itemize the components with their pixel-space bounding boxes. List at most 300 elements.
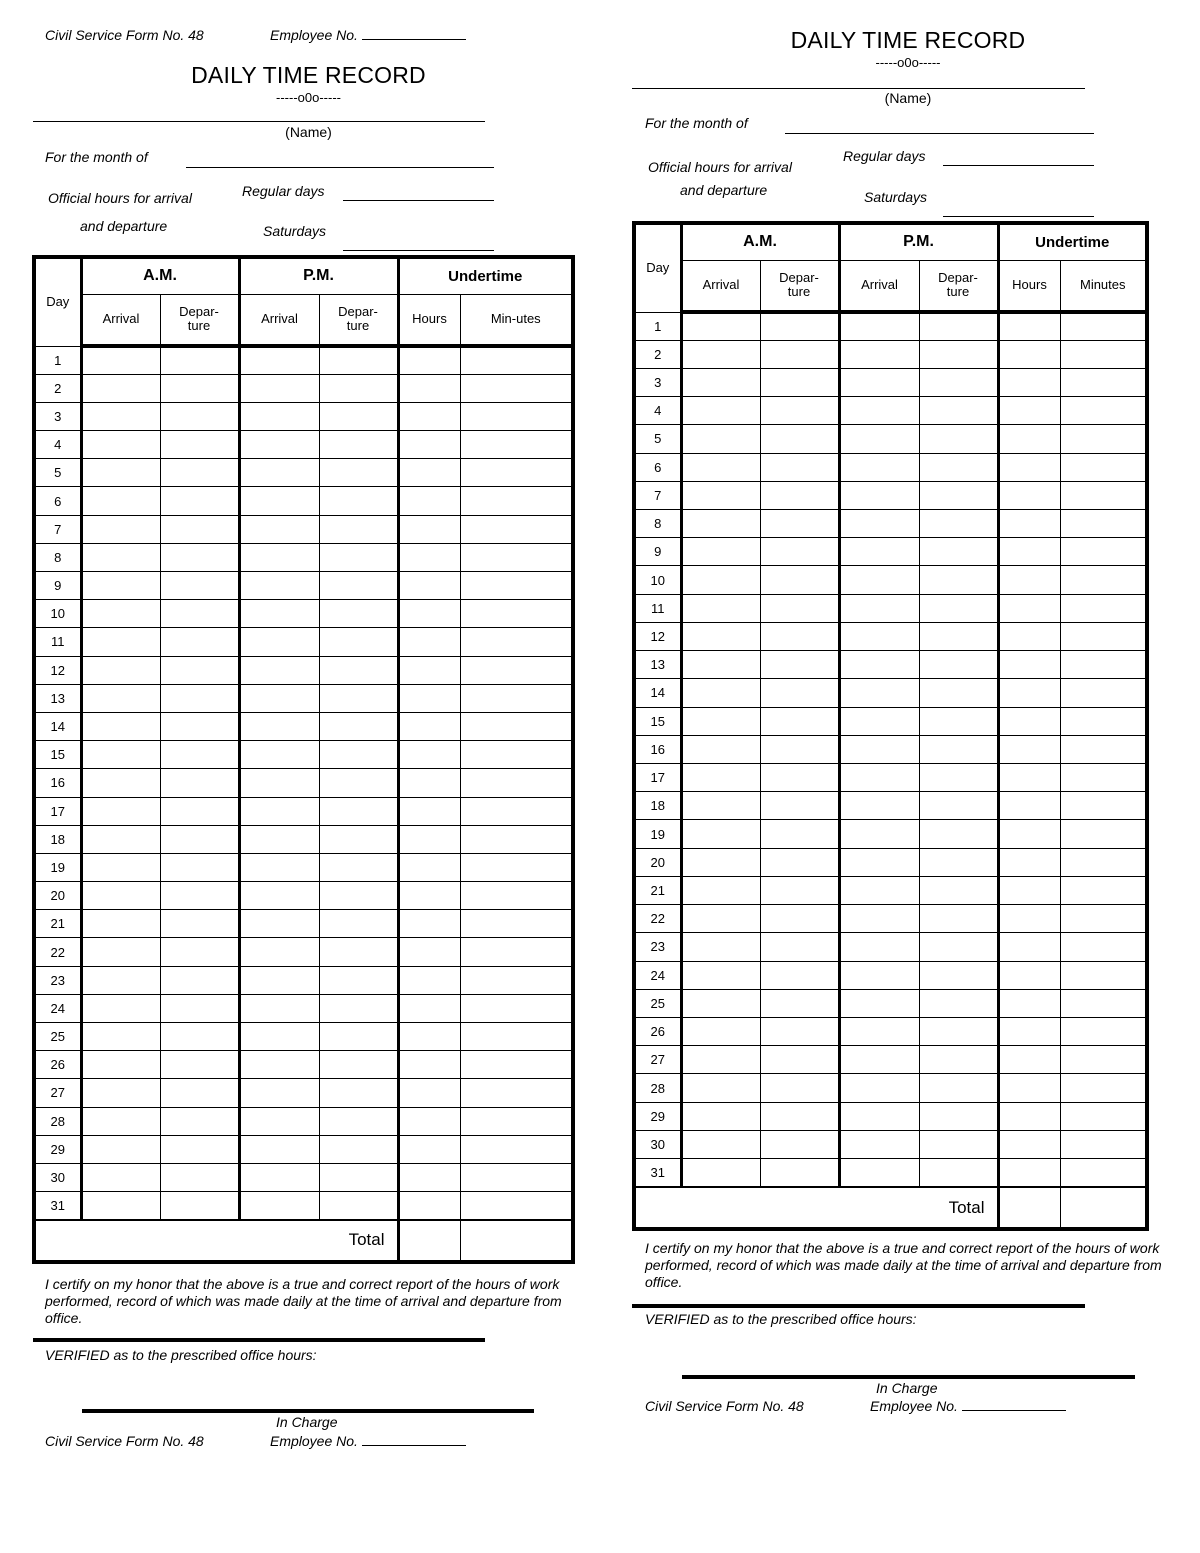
undertime-minutes-cell[interactable]: [1060, 510, 1147, 538]
am-arrival-cell[interactable]: [81, 797, 160, 825]
undertime-hours-cell[interactable]: [998, 707, 1060, 735]
am-arrival-cell[interactable]: [81, 910, 160, 938]
pm-departure-cell[interactable]: [919, 792, 998, 820]
undertime-minutes-cell[interactable]: [460, 402, 573, 430]
undertime-hours-cell[interactable]: [998, 397, 1060, 425]
pm-arrival-cell[interactable]: [239, 1163, 319, 1191]
am-departure-cell[interactable]: [760, 1130, 839, 1158]
undertime-hours-cell[interactable]: [998, 905, 1060, 933]
undertime-hours-cell[interactable]: [998, 312, 1060, 340]
undertime-minutes-cell[interactable]: [460, 853, 573, 881]
am-departure-cell[interactable]: [760, 1159, 839, 1187]
undertime-hours-cell[interactable]: [998, 1074, 1060, 1102]
pm-arrival-cell[interactable]: [839, 820, 919, 848]
am-departure-cell[interactable]: [160, 882, 239, 910]
pm-arrival-cell[interactable]: [839, 707, 919, 735]
am-arrival-cell[interactable]: [81, 1163, 160, 1191]
undertime-minutes-cell[interactable]: [1060, 707, 1147, 735]
am-departure-cell[interactable]: [160, 712, 239, 740]
undertime-hours-cell[interactable]: [998, 594, 1060, 622]
undertime-hours-cell[interactable]: [398, 712, 460, 740]
undertime-minutes-cell[interactable]: [460, 769, 573, 797]
pm-departure-cell[interactable]: [319, 994, 398, 1022]
undertime-hours-cell[interactable]: [998, 735, 1060, 763]
am-departure-cell[interactable]: [160, 600, 239, 628]
pm-arrival-cell[interactable]: [839, 848, 919, 876]
am-departure-cell[interactable]: [160, 431, 239, 459]
undertime-hours-cell[interactable]: [398, 1135, 460, 1163]
pm-departure-cell[interactable]: [919, 848, 998, 876]
am-arrival-cell[interactable]: [81, 966, 160, 994]
am-departure-cell[interactable]: [760, 820, 839, 848]
pm-departure-cell[interactable]: [319, 459, 398, 487]
pm-departure-cell[interactable]: [919, 425, 998, 453]
am-departure-cell[interactable]: [160, 853, 239, 881]
total-minutes-cell[interactable]: [460, 1220, 573, 1262]
am-arrival-cell[interactable]: [681, 340, 760, 368]
am-departure-cell[interactable]: [160, 1051, 239, 1079]
am-departure-cell[interactable]: [760, 368, 839, 396]
am-arrival-cell[interactable]: [81, 402, 160, 430]
am-arrival-cell[interactable]: [81, 656, 160, 684]
undertime-hours-cell[interactable]: [998, 510, 1060, 538]
pm-arrival-cell[interactable]: [239, 882, 319, 910]
undertime-hours-cell[interactable]: [398, 825, 460, 853]
am-arrival-cell[interactable]: [681, 510, 760, 538]
total-hours-cell[interactable]: [398, 1220, 460, 1262]
name-field[interactable]: [632, 88, 1085, 89]
undertime-hours-cell[interactable]: [398, 684, 460, 712]
undertime-minutes-cell[interactable]: [1060, 820, 1147, 848]
undertime-hours-cell[interactable]: [998, 876, 1060, 904]
pm-departure-cell[interactable]: [319, 1163, 398, 1191]
pm-departure-cell[interactable]: [919, 735, 998, 763]
undertime-hours-cell[interactable]: [998, 1017, 1060, 1045]
am-arrival-cell[interactable]: [81, 825, 160, 853]
am-arrival-cell[interactable]: [681, 368, 760, 396]
pm-departure-cell[interactable]: [919, 989, 998, 1017]
undertime-minutes-cell[interactable]: [460, 741, 573, 769]
am-departure-cell[interactable]: [760, 651, 839, 679]
pm-arrival-cell[interactable]: [239, 600, 319, 628]
am-arrival-cell[interactable]: [681, 1017, 760, 1045]
am-departure-cell[interactable]: [160, 938, 239, 966]
undertime-hours-cell[interactable]: [998, 453, 1060, 481]
pm-arrival-cell[interactable]: [839, 905, 919, 933]
am-departure-cell[interactable]: [760, 735, 839, 763]
pm-departure-cell[interactable]: [319, 1107, 398, 1135]
pm-arrival-cell[interactable]: [239, 825, 319, 853]
pm-arrival-cell[interactable]: [239, 853, 319, 881]
am-arrival-cell[interactable]: [81, 684, 160, 712]
am-arrival-cell[interactable]: [681, 1102, 760, 1130]
am-departure-cell[interactable]: [160, 656, 239, 684]
pm-departure-cell[interactable]: [919, 679, 998, 707]
pm-arrival-cell[interactable]: [839, 735, 919, 763]
pm-arrival-cell[interactable]: [239, 572, 319, 600]
am-departure-cell[interactable]: [760, 1074, 839, 1102]
pm-departure-cell[interactable]: [319, 656, 398, 684]
pm-arrival-cell[interactable]: [839, 453, 919, 481]
undertime-minutes-cell[interactable]: [1060, 905, 1147, 933]
undertime-minutes-cell[interactable]: [1060, 566, 1147, 594]
am-arrival-cell[interactable]: [681, 538, 760, 566]
pm-arrival-cell[interactable]: [239, 1192, 319, 1220]
undertime-hours-cell[interactable]: [998, 538, 1060, 566]
am-departure-cell[interactable]: [760, 425, 839, 453]
am-departure-cell[interactable]: [160, 459, 239, 487]
am-departure-cell[interactable]: [160, 487, 239, 515]
undertime-minutes-cell[interactable]: [1060, 848, 1147, 876]
pm-departure-cell[interactable]: [319, 825, 398, 853]
pm-departure-cell[interactable]: [919, 397, 998, 425]
total-minutes-cell[interactable]: [1060, 1187, 1147, 1229]
am-departure-cell[interactable]: [160, 515, 239, 543]
am-arrival-cell[interactable]: [81, 1107, 160, 1135]
pm-arrival-cell[interactable]: [239, 515, 319, 543]
pm-arrival-cell[interactable]: [239, 797, 319, 825]
pm-departure-cell[interactable]: [919, 1017, 998, 1045]
am-arrival-cell[interactable]: [81, 1079, 160, 1107]
undertime-minutes-cell[interactable]: [1060, 1046, 1147, 1074]
pm-arrival-cell[interactable]: [839, 933, 919, 961]
pm-departure-cell[interactable]: [319, 1051, 398, 1079]
pm-departure-cell[interactable]: [319, 882, 398, 910]
undertime-hours-cell[interactable]: [398, 515, 460, 543]
am-departure-cell[interactable]: [160, 797, 239, 825]
undertime-hours-cell[interactable]: [398, 543, 460, 571]
am-arrival-cell[interactable]: [681, 312, 760, 340]
undertime-hours-cell[interactable]: [998, 989, 1060, 1017]
am-arrival-cell[interactable]: [81, 1051, 160, 1079]
pm-departure-cell[interactable]: [319, 769, 398, 797]
undertime-hours-cell[interactable]: [398, 487, 460, 515]
undertime-hours-cell[interactable]: [998, 1046, 1060, 1074]
am-arrival-cell[interactable]: [81, 572, 160, 600]
am-departure-cell[interactable]: [760, 707, 839, 735]
am-departure-cell[interactable]: [160, 374, 239, 402]
name-field[interactable]: [33, 121, 485, 122]
am-arrival-cell[interactable]: [81, 543, 160, 571]
undertime-minutes-cell[interactable]: [460, 1135, 573, 1163]
pm-arrival-cell[interactable]: [839, 397, 919, 425]
pm-arrival-cell[interactable]: [839, 566, 919, 594]
pm-departure-cell[interactable]: [319, 797, 398, 825]
undertime-minutes-cell[interactable]: [1060, 792, 1147, 820]
undertime-minutes-cell[interactable]: [460, 825, 573, 853]
am-arrival-cell[interactable]: [81, 487, 160, 515]
undertime-minutes-cell[interactable]: [1060, 1102, 1147, 1130]
pm-arrival-cell[interactable]: [239, 769, 319, 797]
am-departure-cell[interactable]: [160, 1135, 239, 1163]
pm-departure-cell[interactable]: [919, 933, 998, 961]
pm-arrival-cell[interactable]: [239, 346, 319, 374]
undertime-hours-cell[interactable]: [998, 651, 1060, 679]
undertime-hours-cell[interactable]: [398, 797, 460, 825]
undertime-minutes-cell[interactable]: [460, 487, 573, 515]
undertime-minutes-cell[interactable]: [1060, 312, 1147, 340]
pm-arrival-cell[interactable]: [839, 876, 919, 904]
am-departure-cell[interactable]: [160, 572, 239, 600]
am-arrival-cell[interactable]: [681, 566, 760, 594]
undertime-minutes-cell[interactable]: [460, 1051, 573, 1079]
am-arrival-cell[interactable]: [81, 741, 160, 769]
undertime-minutes-cell[interactable]: [1060, 1074, 1147, 1102]
am-arrival-cell[interactable]: [681, 397, 760, 425]
am-arrival-cell[interactable]: [681, 989, 760, 1017]
am-departure-cell[interactable]: [760, 510, 839, 538]
undertime-minutes-cell[interactable]: [1060, 1159, 1147, 1187]
pm-arrival-cell[interactable]: [839, 1130, 919, 1158]
undertime-hours-cell[interactable]: [398, 572, 460, 600]
pm-departure-cell[interactable]: [919, 1159, 998, 1187]
am-departure-cell[interactable]: [160, 1192, 239, 1220]
pm-departure-cell[interactable]: [319, 402, 398, 430]
undertime-hours-cell[interactable]: [398, 994, 460, 1022]
am-departure-cell[interactable]: [760, 764, 839, 792]
undertime-hours-cell[interactable]: [398, 1051, 460, 1079]
pm-departure-cell[interactable]: [319, 1135, 398, 1163]
pm-departure-cell[interactable]: [319, 966, 398, 994]
am-arrival-cell[interactable]: [81, 628, 160, 656]
undertime-hours-cell[interactable]: [398, 656, 460, 684]
pm-departure-cell[interactable]: [319, 487, 398, 515]
undertime-minutes-cell[interactable]: [1060, 340, 1147, 368]
am-arrival-cell[interactable]: [681, 848, 760, 876]
pm-departure-cell[interactable]: [919, 707, 998, 735]
am-arrival-cell[interactable]: [681, 679, 760, 707]
month-field[interactable]: [186, 167, 494, 168]
pm-arrival-cell[interactable]: [239, 402, 319, 430]
pm-arrival-cell[interactable]: [239, 684, 319, 712]
am-departure-cell[interactable]: [160, 1163, 239, 1191]
undertime-minutes-cell[interactable]: [1060, 764, 1147, 792]
undertime-minutes-cell[interactable]: [1060, 425, 1147, 453]
undertime-minutes-cell[interactable]: [1060, 453, 1147, 481]
pm-departure-cell[interactable]: [319, 572, 398, 600]
undertime-minutes-cell[interactable]: [1060, 651, 1147, 679]
pm-arrival-cell[interactable]: [239, 910, 319, 938]
pm-arrival-cell[interactable]: [239, 712, 319, 740]
pm-arrival-cell[interactable]: [839, 679, 919, 707]
am-departure-cell[interactable]: [160, 543, 239, 571]
am-departure-cell[interactable]: [760, 933, 839, 961]
pm-arrival-cell[interactable]: [239, 656, 319, 684]
pm-arrival-cell[interactable]: [839, 594, 919, 622]
undertime-minutes-cell[interactable]: [1060, 538, 1147, 566]
undertime-minutes-cell[interactable]: [460, 1079, 573, 1107]
pm-arrival-cell[interactable]: [239, 374, 319, 402]
undertime-hours-cell[interactable]: [398, 1163, 460, 1191]
undertime-hours-cell[interactable]: [398, 402, 460, 430]
undertime-minutes-cell[interactable]: [460, 797, 573, 825]
pm-departure-cell[interactable]: [919, 1102, 998, 1130]
pm-arrival-cell[interactable]: [239, 543, 319, 571]
pm-arrival-cell[interactable]: [839, 510, 919, 538]
am-departure-cell[interactable]: [160, 1107, 239, 1135]
pm-departure-cell[interactable]: [319, 910, 398, 938]
undertime-hours-cell[interactable]: [998, 933, 1060, 961]
undertime-minutes-cell[interactable]: [460, 1023, 573, 1051]
am-departure-cell[interactable]: [760, 622, 839, 650]
am-arrival-cell[interactable]: [81, 374, 160, 402]
am-arrival-cell[interactable]: [681, 651, 760, 679]
undertime-hours-cell[interactable]: [398, 1107, 460, 1135]
undertime-minutes-cell[interactable]: [460, 1107, 573, 1135]
am-departure-cell[interactable]: [760, 1046, 839, 1074]
am-arrival-cell[interactable]: [681, 453, 760, 481]
undertime-hours-cell[interactable]: [998, 1159, 1060, 1187]
employee-no-field[interactable]: [362, 27, 466, 40]
pm-arrival-cell[interactable]: [839, 764, 919, 792]
undertime-minutes-cell[interactable]: [460, 515, 573, 543]
undertime-minutes-cell[interactable]: [1060, 876, 1147, 904]
am-departure-cell[interactable]: [160, 1079, 239, 1107]
pm-arrival-cell[interactable]: [239, 966, 319, 994]
undertime-hours-cell[interactable]: [398, 600, 460, 628]
in-charge-signature-line[interactable]: [82, 1409, 534, 1413]
am-departure-cell[interactable]: [760, 538, 839, 566]
undertime-minutes-cell[interactable]: [1060, 735, 1147, 763]
employee-no-field[interactable]: [362, 1433, 466, 1446]
pm-departure-cell[interactable]: [919, 510, 998, 538]
undertime-minutes-cell[interactable]: [1060, 368, 1147, 396]
undertime-hours-cell[interactable]: [398, 1023, 460, 1051]
am-departure-cell[interactable]: [760, 792, 839, 820]
am-arrival-cell[interactable]: [681, 905, 760, 933]
regular-days-field[interactable]: [943, 165, 1094, 166]
am-arrival-cell[interactable]: [81, 600, 160, 628]
am-departure-cell[interactable]: [160, 825, 239, 853]
pm-departure-cell[interactable]: [919, 622, 998, 650]
undertime-hours-cell[interactable]: [998, 566, 1060, 594]
am-arrival-cell[interactable]: [681, 1130, 760, 1158]
am-arrival-cell[interactable]: [681, 735, 760, 763]
am-arrival-cell[interactable]: [681, 820, 760, 848]
am-departure-cell[interactable]: [760, 481, 839, 509]
undertime-minutes-cell[interactable]: [1060, 961, 1147, 989]
am-arrival-cell[interactable]: [681, 792, 760, 820]
total-hours-cell[interactable]: [998, 1187, 1060, 1229]
pm-departure-cell[interactable]: [919, 538, 998, 566]
am-arrival-cell[interactable]: [681, 876, 760, 904]
am-arrival-cell[interactable]: [681, 933, 760, 961]
pm-arrival-cell[interactable]: [239, 1135, 319, 1163]
am-departure-cell[interactable]: [160, 402, 239, 430]
undertime-minutes-cell[interactable]: [1060, 481, 1147, 509]
undertime-hours-cell[interactable]: [398, 853, 460, 881]
pm-departure-cell[interactable]: [319, 1023, 398, 1051]
in-charge-signature-line[interactable]: [682, 1375, 1135, 1379]
undertime-minutes-cell[interactable]: [460, 684, 573, 712]
undertime-hours-cell[interactable]: [998, 622, 1060, 650]
am-arrival-cell[interactable]: [81, 459, 160, 487]
pm-arrival-cell[interactable]: [239, 628, 319, 656]
pm-arrival-cell[interactable]: [839, 1074, 919, 1102]
undertime-minutes-cell[interactable]: [460, 628, 573, 656]
undertime-minutes-cell[interactable]: [460, 346, 573, 374]
undertime-hours-cell[interactable]: [998, 1130, 1060, 1158]
undertime-hours-cell[interactable]: [998, 340, 1060, 368]
undertime-hours-cell[interactable]: [998, 792, 1060, 820]
pm-departure-cell[interactable]: [919, 594, 998, 622]
am-arrival-cell[interactable]: [681, 961, 760, 989]
undertime-hours-cell[interactable]: [998, 848, 1060, 876]
am-departure-cell[interactable]: [760, 312, 839, 340]
saturdays-field[interactable]: [343, 250, 494, 251]
am-arrival-cell[interactable]: [681, 1159, 760, 1187]
am-departure-cell[interactable]: [760, 989, 839, 1017]
employee-signature-line[interactable]: [632, 1304, 1085, 1308]
am-arrival-cell[interactable]: [81, 1023, 160, 1051]
undertime-hours-cell[interactable]: [998, 1102, 1060, 1130]
undertime-hours-cell[interactable]: [998, 820, 1060, 848]
pm-departure-cell[interactable]: [919, 651, 998, 679]
undertime-minutes-cell[interactable]: [460, 374, 573, 402]
am-arrival-cell[interactable]: [681, 481, 760, 509]
undertime-hours-cell[interactable]: [398, 769, 460, 797]
am-departure-cell[interactable]: [160, 628, 239, 656]
undertime-hours-cell[interactable]: [998, 368, 1060, 396]
am-departure-cell[interactable]: [760, 340, 839, 368]
pm-departure-cell[interactable]: [919, 1130, 998, 1158]
am-arrival-cell[interactable]: [81, 712, 160, 740]
regular-days-field[interactable]: [343, 200, 494, 201]
pm-departure-cell[interactable]: [919, 340, 998, 368]
am-departure-cell[interactable]: [160, 994, 239, 1022]
am-arrival-cell[interactable]: [681, 1074, 760, 1102]
undertime-hours-cell[interactable]: [398, 431, 460, 459]
pm-departure-cell[interactable]: [919, 820, 998, 848]
am-departure-cell[interactable]: [160, 910, 239, 938]
pm-departure-cell[interactable]: [919, 905, 998, 933]
pm-arrival-cell[interactable]: [239, 459, 319, 487]
undertime-minutes-cell[interactable]: [460, 600, 573, 628]
am-departure-cell[interactable]: [760, 594, 839, 622]
pm-arrival-cell[interactable]: [839, 651, 919, 679]
pm-arrival-cell[interactable]: [239, 1079, 319, 1107]
pm-departure-cell[interactable]: [919, 876, 998, 904]
undertime-minutes-cell[interactable]: [460, 459, 573, 487]
undertime-minutes-cell[interactable]: [1060, 989, 1147, 1017]
pm-arrival-cell[interactable]: [839, 792, 919, 820]
pm-departure-cell[interactable]: [919, 764, 998, 792]
pm-departure-cell[interactable]: [319, 346, 398, 374]
undertime-hours-cell[interactable]: [998, 961, 1060, 989]
pm-departure-cell[interactable]: [319, 712, 398, 740]
pm-arrival-cell[interactable]: [839, 622, 919, 650]
undertime-minutes-cell[interactable]: [1060, 933, 1147, 961]
pm-departure-cell[interactable]: [919, 312, 998, 340]
undertime-hours-cell[interactable]: [998, 679, 1060, 707]
pm-departure-cell[interactable]: [319, 628, 398, 656]
undertime-minutes-cell[interactable]: [460, 910, 573, 938]
undertime-minutes-cell[interactable]: [460, 966, 573, 994]
undertime-hours-cell[interactable]: [998, 481, 1060, 509]
undertime-minutes-cell[interactable]: [460, 543, 573, 571]
undertime-minutes-cell[interactable]: [460, 572, 573, 600]
pm-departure-cell[interactable]: [319, 374, 398, 402]
am-arrival-cell[interactable]: [681, 594, 760, 622]
am-arrival-cell[interactable]: [681, 622, 760, 650]
pm-departure-cell[interactable]: [319, 853, 398, 881]
pm-arrival-cell[interactable]: [239, 1051, 319, 1079]
pm-arrival-cell[interactable]: [839, 1017, 919, 1045]
am-arrival-cell[interactable]: [81, 853, 160, 881]
am-arrival-cell[interactable]: [81, 769, 160, 797]
pm-arrival-cell[interactable]: [239, 741, 319, 769]
am-departure-cell[interactable]: [160, 769, 239, 797]
